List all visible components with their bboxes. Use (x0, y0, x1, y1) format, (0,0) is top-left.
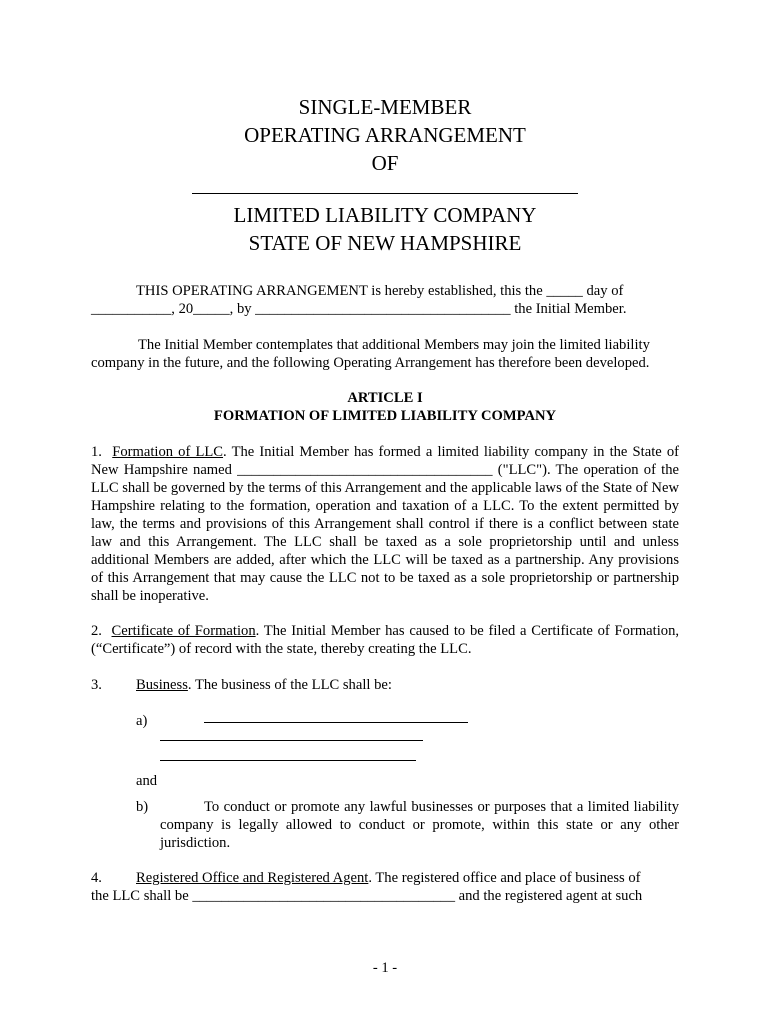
section-4-heading: Registered Office and Registered Agent (136, 870, 369, 886)
section-3-text: . The business of the LLC shall be: (187, 677, 392, 693)
item-b-text: To conduct or promote any lawful businesses or purposes that a limited liability company is legally allowed to conduct or promote, within this state or any other jurisdiction. (160, 799, 679, 851)
section-1 (91, 443, 679, 605)
item-a-blank-1 (204, 722, 468, 723)
section-3 (136, 676, 392, 694)
section-2-text: . The Initial Member has caused to be filed a Certificate of Formation, (“Certificate”) of record with the state, thereby creating the LLC. (91, 623, 680, 657)
article-heading: FORMATION OF LIMITED LIABILITY COMPANY (213, 408, 557, 424)
section-4-number: 4. (91, 870, 102, 886)
item-a-blank-2 (160, 740, 423, 741)
page-number: - 1 - (372, 960, 398, 976)
section-1-number: 1. (91, 444, 102, 460)
article-number: ARTICLE I (347, 390, 423, 406)
and-label: and (136, 773, 158, 789)
title-line-3: OF (371, 151, 399, 175)
title-line-1: SINGLE-MEMBER (298, 95, 472, 119)
section-4-line-1 (136, 869, 641, 887)
section-1-heading: Formation of LLC (112, 444, 224, 460)
section-3-heading: Business (136, 677, 188, 693)
title-line-2: OPERATING ARRANGEMENT (244, 123, 526, 147)
item-b-label: b) (136, 799, 149, 815)
section-3-number: 3. (91, 677, 102, 693)
section-1-text: . The Initial Member has formed a limited liability company in the State of New Hampshire named ___________________________________ ("LLC"). The operation of the LLC shall be governed by the terms of this Arrangement and the applicable laws of the State of New Hampshire relating to the formation, operation and taxation of a LLC. To the extent permitted by law, the terms and provisions of this Arrangement shall control if there is a conflict between state law and this Arrangement. The LLC shall be taxed as a sole proprietorship until and unless additional Members are added, after which the LLC will be taxed as a partnership. Any provisions of this Arrangement that may cause the LLC not to be taxed as a sole proprietorship or partnership shall be inoperative. (91, 444, 680, 604)
section-2-heading: Certificate of Formation (111, 623, 256, 639)
item-a-label: a) (136, 713, 148, 729)
company-name-blank (192, 193, 578, 194)
section-4-text: . The registered office and place of business of (368, 870, 641, 886)
title-line-4: LIMITED LIABILITY COMPANY (233, 203, 537, 227)
section-2-number: 2. (91, 623, 102, 639)
section-2 (91, 622, 679, 658)
item-a-blank-3 (160, 760, 416, 761)
intro-line-1: THIS OPERATING ARRANGEMENT is hereby established, this the _____ day of (136, 283, 624, 299)
title-line-5: STATE OF NEW HAMPSHIRE (248, 231, 522, 255)
intro-line-2: ___________, 20_____, by ___________________________________ the Initial Member. (91, 301, 627, 317)
section-4-line-2: the LLC shall be ____________________________________ and the registered agent at such (91, 888, 643, 904)
intro-paragraph-2: The Initial Member contemplates that additional Members may join the limited liability company in the future, and the following Operating Arrangement has therefore been developed. (91, 337, 650, 371)
